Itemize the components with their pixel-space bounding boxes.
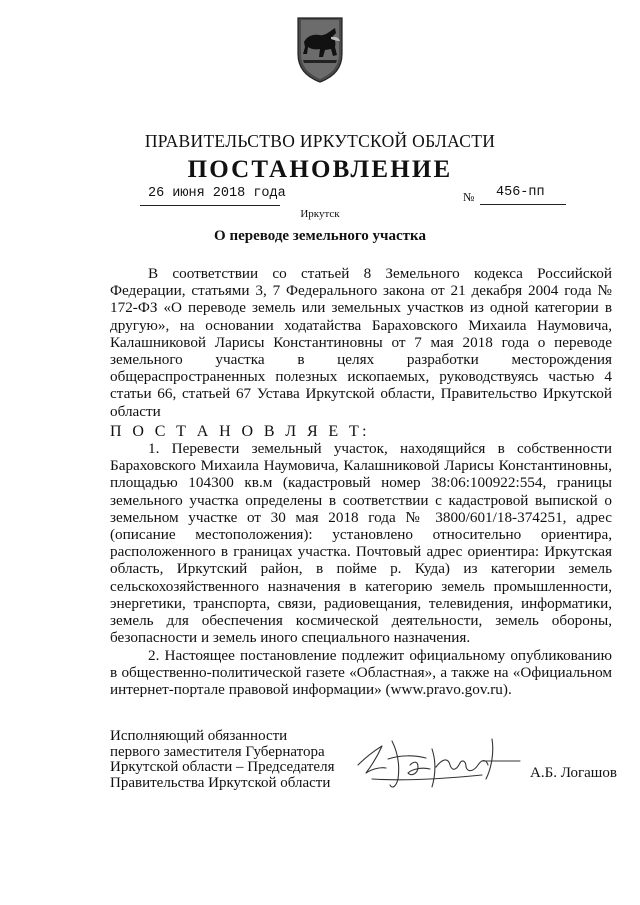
decree-number: 456-пп [496,185,545,200]
city: Иркутск [300,208,340,220]
item-1-paragraph: 1. Перевести земельный участок, находящийся в собственности Бараховского Михаила Наумовича, Калашниковой Ларисы Константиновны, площадью 104300 кв.м (кадастровый номер 38:06:100922:554, границы земельного участка определены в соответствии с кадастровой выпиской о земельном участке от 30 мая 2018 года № 3800/601/18-374251, адрес (описание местоположения): установлено относительно ориентира, расположенного в границах участка. Почтовый адрес ориентира: Иркутская область, Иркутский район, в пойме р. Куда) из категории земель сельскохозяйственного назначения в категорию земель промышленности, энергетики, транспорта, связи, радиовещания, телевидения, информатики, земель для обеспечения космической деятельности, земель обороны, безопасности и земель иного специального назначения. [110,440,612,647]
coat-of-arms-icon [295,14,345,84]
signer-position-line: первого заместителя Губернатора [110,743,325,760]
signer-position-line: Правительства Иркутской области [110,774,331,791]
handwritten-signature [352,731,524,793]
item-2-paragraph: 2. Настоящее постановление подлежит официальному опубликованию в общественно-политической газете «Областная», а также на «Официальном интернет-портале правовой информации» (www.pravo.gov.ru). [110,647,612,699]
date-underline [140,205,280,206]
signer-position-line: Исполняющий обязанности [110,728,288,744]
signer-position-line: Иркутской области – Председателя [110,759,335,775]
number-underline [480,204,566,205]
resolve-heading: П О С Т А Н О В Л Я Е Т: [110,423,371,440]
signer-position [110,729,334,791]
number-sign: № [463,190,475,204]
signer-name: А.Б. Логашов [530,765,617,781]
government-name: ПРАВИТЕЛЬСТВО ИРКУТСКОЙ ОБЛАСТИ [144,131,496,151]
decree-subject: О переводе земельного участка [214,228,426,244]
preamble-paragraph: В соответствии со статьей 8 Земельного кодекса Российской Федерации, статьями 3, 7 Федерального закона от 21 декабря 2004 года № 172-ФЗ «О переводе земель или земельных участков из одной категории в другую», на основании ходатайства Бараховского Михаила Наумовича, Калашниковой Ларисы Константиновны от 7 мая 2018 года о переводе земельного участка в целях разработки месторождения общераспространенных полезных ископаемых, руководствуясь частью 4 статьи 66, статьей 67 Устава Иркутской области, Правительство Иркутской области [110,265,612,420]
document-type: ПОСТАНОВЛЕНИЕ [187,156,453,183]
decree-date: 26 июня 2018 года [148,186,286,201]
